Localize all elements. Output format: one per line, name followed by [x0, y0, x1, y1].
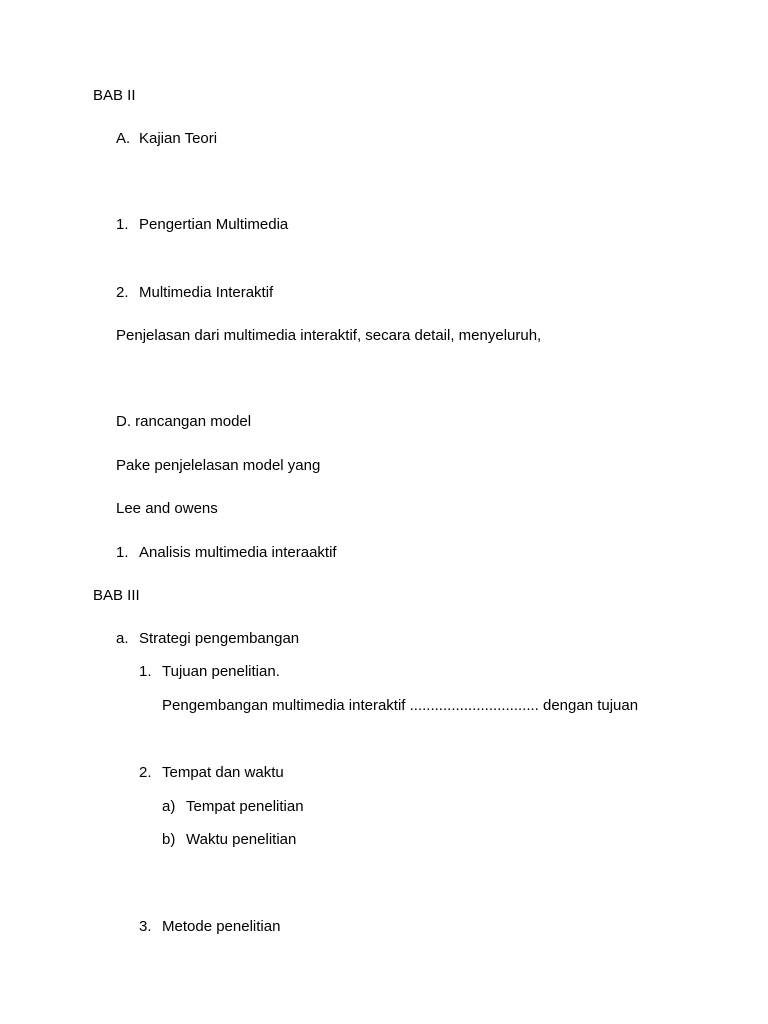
section-a-kajian-teori: Kajian Teori	[139, 130, 218, 147]
list-item-tempat-waktu-marker: 2.	[139, 764, 152, 781]
bab-2-heading: BAB II	[93, 87, 136, 104]
paragraph-explanation: Penjelasan dari multimedia interaktif, secara detail, menyeluruh,	[116, 327, 542, 344]
list-item-tujuan-marker: 1.	[139, 663, 152, 680]
list-item-tujuan-penelitian: Tujuan penelitian.	[162, 663, 280, 680]
list-item-metode-marker: 3.	[139, 918, 152, 935]
sub-item-a-marker: a)	[162, 798, 176, 815]
section-a-lower-marker: a.	[116, 630, 129, 647]
bab-3-heading: BAB III	[93, 587, 140, 604]
list-item-tempat-dan-waktu: Tempat dan waktu	[162, 764, 284, 781]
section-strategi-pengembangan: Strategi pengembangan	[139, 630, 300, 647]
sub-item-waktu-penelitian: Waktu penelitian	[186, 831, 297, 848]
list-item-2-marker: 2.	[116, 284, 129, 301]
list-item-multimedia-interaktif: Multimedia Interaktif	[139, 284, 274, 301]
list-item-pengertian-multimedia: Pengertian Multimedia	[139, 216, 289, 233]
list-item-analysis-marker: 1.	[116, 544, 129, 561]
list-item-analisis-multimedia: Analisis multimedia interaaktif	[139, 544, 337, 561]
section-d-rancangan-model: D. rancangan model	[116, 413, 252, 430]
paragraph-goal: Pengembangan multimedia interaktif ............................... dengan tujuan	[162, 697, 639, 714]
sub-item-tempat-penelitian: Tempat penelitian	[186, 798, 304, 815]
list-item-metode-penelitian: Metode penelitian	[162, 918, 281, 935]
section-a-marker: A.	[116, 130, 131, 147]
paragraph-lee-owens: Lee and owens	[116, 500, 218, 517]
sub-item-b-marker: b)	[162, 831, 176, 848]
list-item-1-marker: 1.	[116, 216, 129, 233]
paragraph-model: Pake penjelelasan model yang	[116, 457, 321, 474]
